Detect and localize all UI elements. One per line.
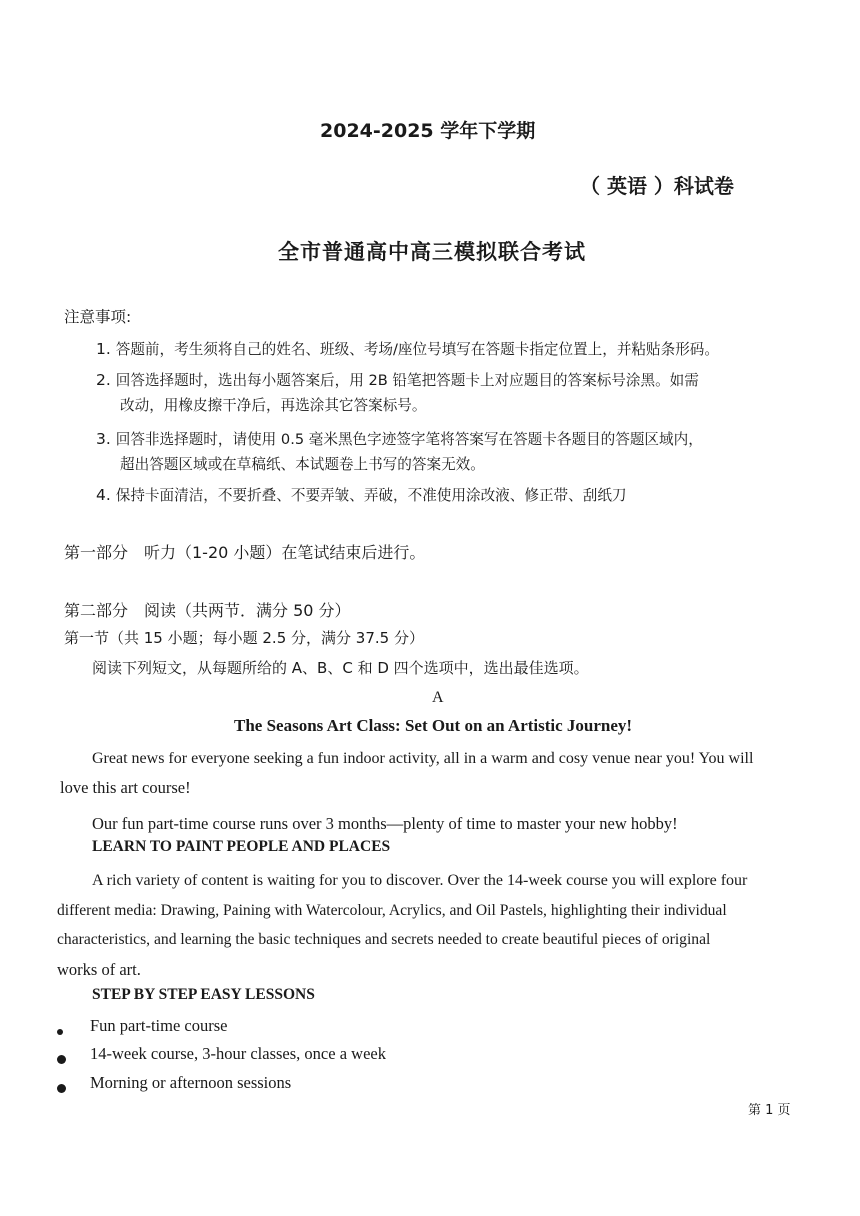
passage-paragraph-3-line: characteristics, and learning the basic techniques and secrets needed to create beautiful pieces of original — [57, 931, 711, 948]
part2-instruction: 阅读下列短文，从每题所给的 A、B、C 和 D 四个选项中，选出最佳选项。 — [92, 659, 589, 677]
notice-item-text: 回答选择题时，选出每小题答案后，用 2B 铅笔把答题卡上对应题目的答案标号涂黑。如需 — [115, 372, 699, 389]
exam-name-title: 全市普通高中高三模拟联合考试 — [278, 240, 586, 264]
notice-item-text: 回答非选择题时，请使用 0.5 毫米黑色字迹签字笔将答案写在答题卡各题目的答题区域内， — [115, 431, 703, 448]
year-term-title: 2024-2025 学年下学期 — [320, 120, 536, 142]
bullet-item: Morning or afternoon sessions — [90, 1073, 292, 1092]
bullet-dot-icon — [57, 1049, 66, 1068]
passage-title: The Seasons Art Class: Set Out on an Artistic Journey! — [234, 716, 633, 735]
notice-item-number: 4. — [96, 486, 111, 504]
notice-heading: 注意事项: — [64, 308, 132, 326]
subject-title: （ 英语 ）科试卷 — [580, 174, 734, 198]
notice-item-number: 2. — [96, 371, 111, 389]
page-number: 第 1 页 — [748, 1103, 791, 1118]
passage-paragraph-2: Our fun part-time course runs over 3 months—plenty of time to master your new hobby! — [92, 814, 678, 833]
passage-paragraph-3-line: different media: Drawing, Paining with Watercolour, Acrylics, and Oil Pastels, highlighting their individual — [57, 902, 727, 919]
passage-paragraph-3-line: A rich variety of content is waiting for you to discover. Over the 14-week course you will explore four — [92, 872, 748, 889]
part2-section: 第一节（共 15 小题；每小题 2.5 分，满分 37.5 分） — [64, 629, 424, 647]
notice-item-text: 改动，用橡皮擦干净后，再选涂其它答案标号。 — [120, 397, 427, 414]
bullet-dot-icon — [57, 1078, 66, 1097]
bullet-item: Fun part-time course — [90, 1016, 228, 1035]
notice-item-number: 3. — [96, 430, 111, 448]
passage-heading-steps: STEP BY STEP EASY LESSONS — [92, 986, 315, 1003]
passage-label: A — [432, 689, 444, 706]
passage-paragraph-3-line: works of art. — [57, 960, 141, 979]
notice-item-text: 答题前，考生须将自己的姓名、班级、考场/座位号填写在答题卡指定位置上，并粘贴条形码。 — [115, 341, 719, 358]
part2-heading: 第二部分 阅读（共两节．满分 50 分） — [64, 601, 351, 620]
passage-paragraph-1-line: love this art course! — [60, 778, 191, 797]
part1-listening-note: 第一部分 听力（1-20 小题）在笔试结束后进行。 — [64, 543, 426, 562]
notice-item-3 — [96, 428, 703, 449]
bullet-item: 14-week course, 3-hour classes, once a week — [90, 1044, 386, 1063]
notice-item-text: 保持卡面清洁，不要折叠、不要弄皱、弄破，不准使用涂改液、修正带、刮纸刀 — [115, 487, 627, 504]
notice-item-2 — [96, 369, 699, 390]
passage-heading-learn: LEARN TO PAINT PEOPLE AND PLACES — [92, 838, 391, 855]
passage-paragraph-1-line: Great news for everyone seeking a fun indoor activity, all in a warm and cosy venue near you! You will — [92, 750, 754, 767]
notice-item-4 — [96, 484, 627, 505]
notice-item-text: 超出答题区域或在草稿纸、本试题卷上书写的答案无效。 — [120, 456, 485, 473]
notice-item-number: 1. — [96, 340, 111, 358]
bullet-dot-icon — [57, 1020, 63, 1039]
notice-item-1 — [96, 338, 719, 359]
